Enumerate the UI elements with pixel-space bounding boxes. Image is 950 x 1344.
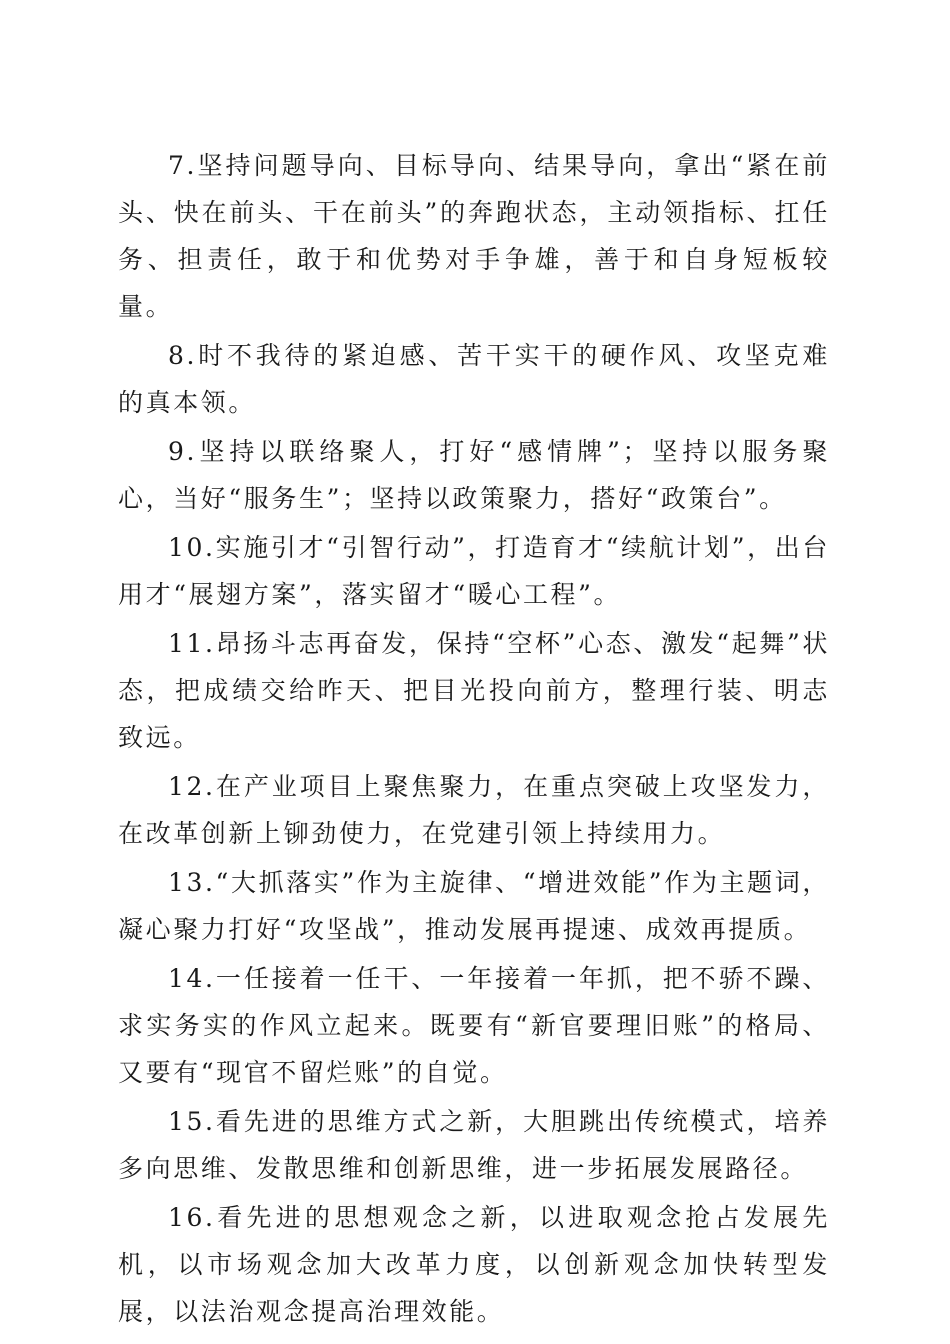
document-body [118, 142, 830, 1337]
paragraph-15: 15.看先进的思维方式之新，大胆跳出传统模式，培养多向思维、发散思维和创新思维，进一步拓展发展路径。 [118, 1107, 830, 1183]
paragraph-10: 10.实施引才“引智行动”，打造育才“续航计划”，出台用才“展翅方案”，落实留才“暖心工程”。 [118, 533, 830, 609]
paragraph-13: 13.“大抓落实”作为主旋律、“增进效能”作为主题词，凝心聚力打好“攻坚战”，推动发展再提速、成效再提质。 [118, 868, 830, 944]
paragraph-12: 12.在产业项目上聚焦聚力，在重点突破上攻坚发力，在改革创新上铆劲使力，在党建引领上持续用力。 [118, 772, 830, 848]
paragraph-8: 8.时不我待的紧迫感、苦干实干的硬作风、攻坚克难的真本领。 [118, 341, 830, 417]
paragraph-11: 11.昂扬斗志再奋发，保持“空杯”心态、激发“起舞”状态，把成绩交给昨天、把目光投向前方，整理行装、明志致远。 [118, 629, 830, 752]
paragraph-7: 7.坚持问题导向、目标导向、结果导向，拿出“紧在前头、快在前头、干在前头”的奔跑状态，主动领指标、扛任务、担责任，敢于和优势对手争雄，善于和自身短板较量。 [118, 151, 830, 321]
paragraph-14: 14.一任接着一任干、一年接着一年抓，把不骄不躁、求实务实的作风立起来。既要有“新官要理旧账”的格局、又要有“现官不留烂账”的自觉。 [118, 964, 830, 1087]
paragraph-16: 16.看先进的思想观念之新，以进取观念抢占发展先机，以市场观念加大改革力度，以创新观念加快转型发展，以法治观念提高治理效能。 [118, 1203, 830, 1326]
paragraph-9: 9.坚持以联络聚人，打好“感情牌”；坚持以服务聚心，当好“服务生”；坚持以政策聚力，搭好“政策台”。 [118, 437, 830, 513]
